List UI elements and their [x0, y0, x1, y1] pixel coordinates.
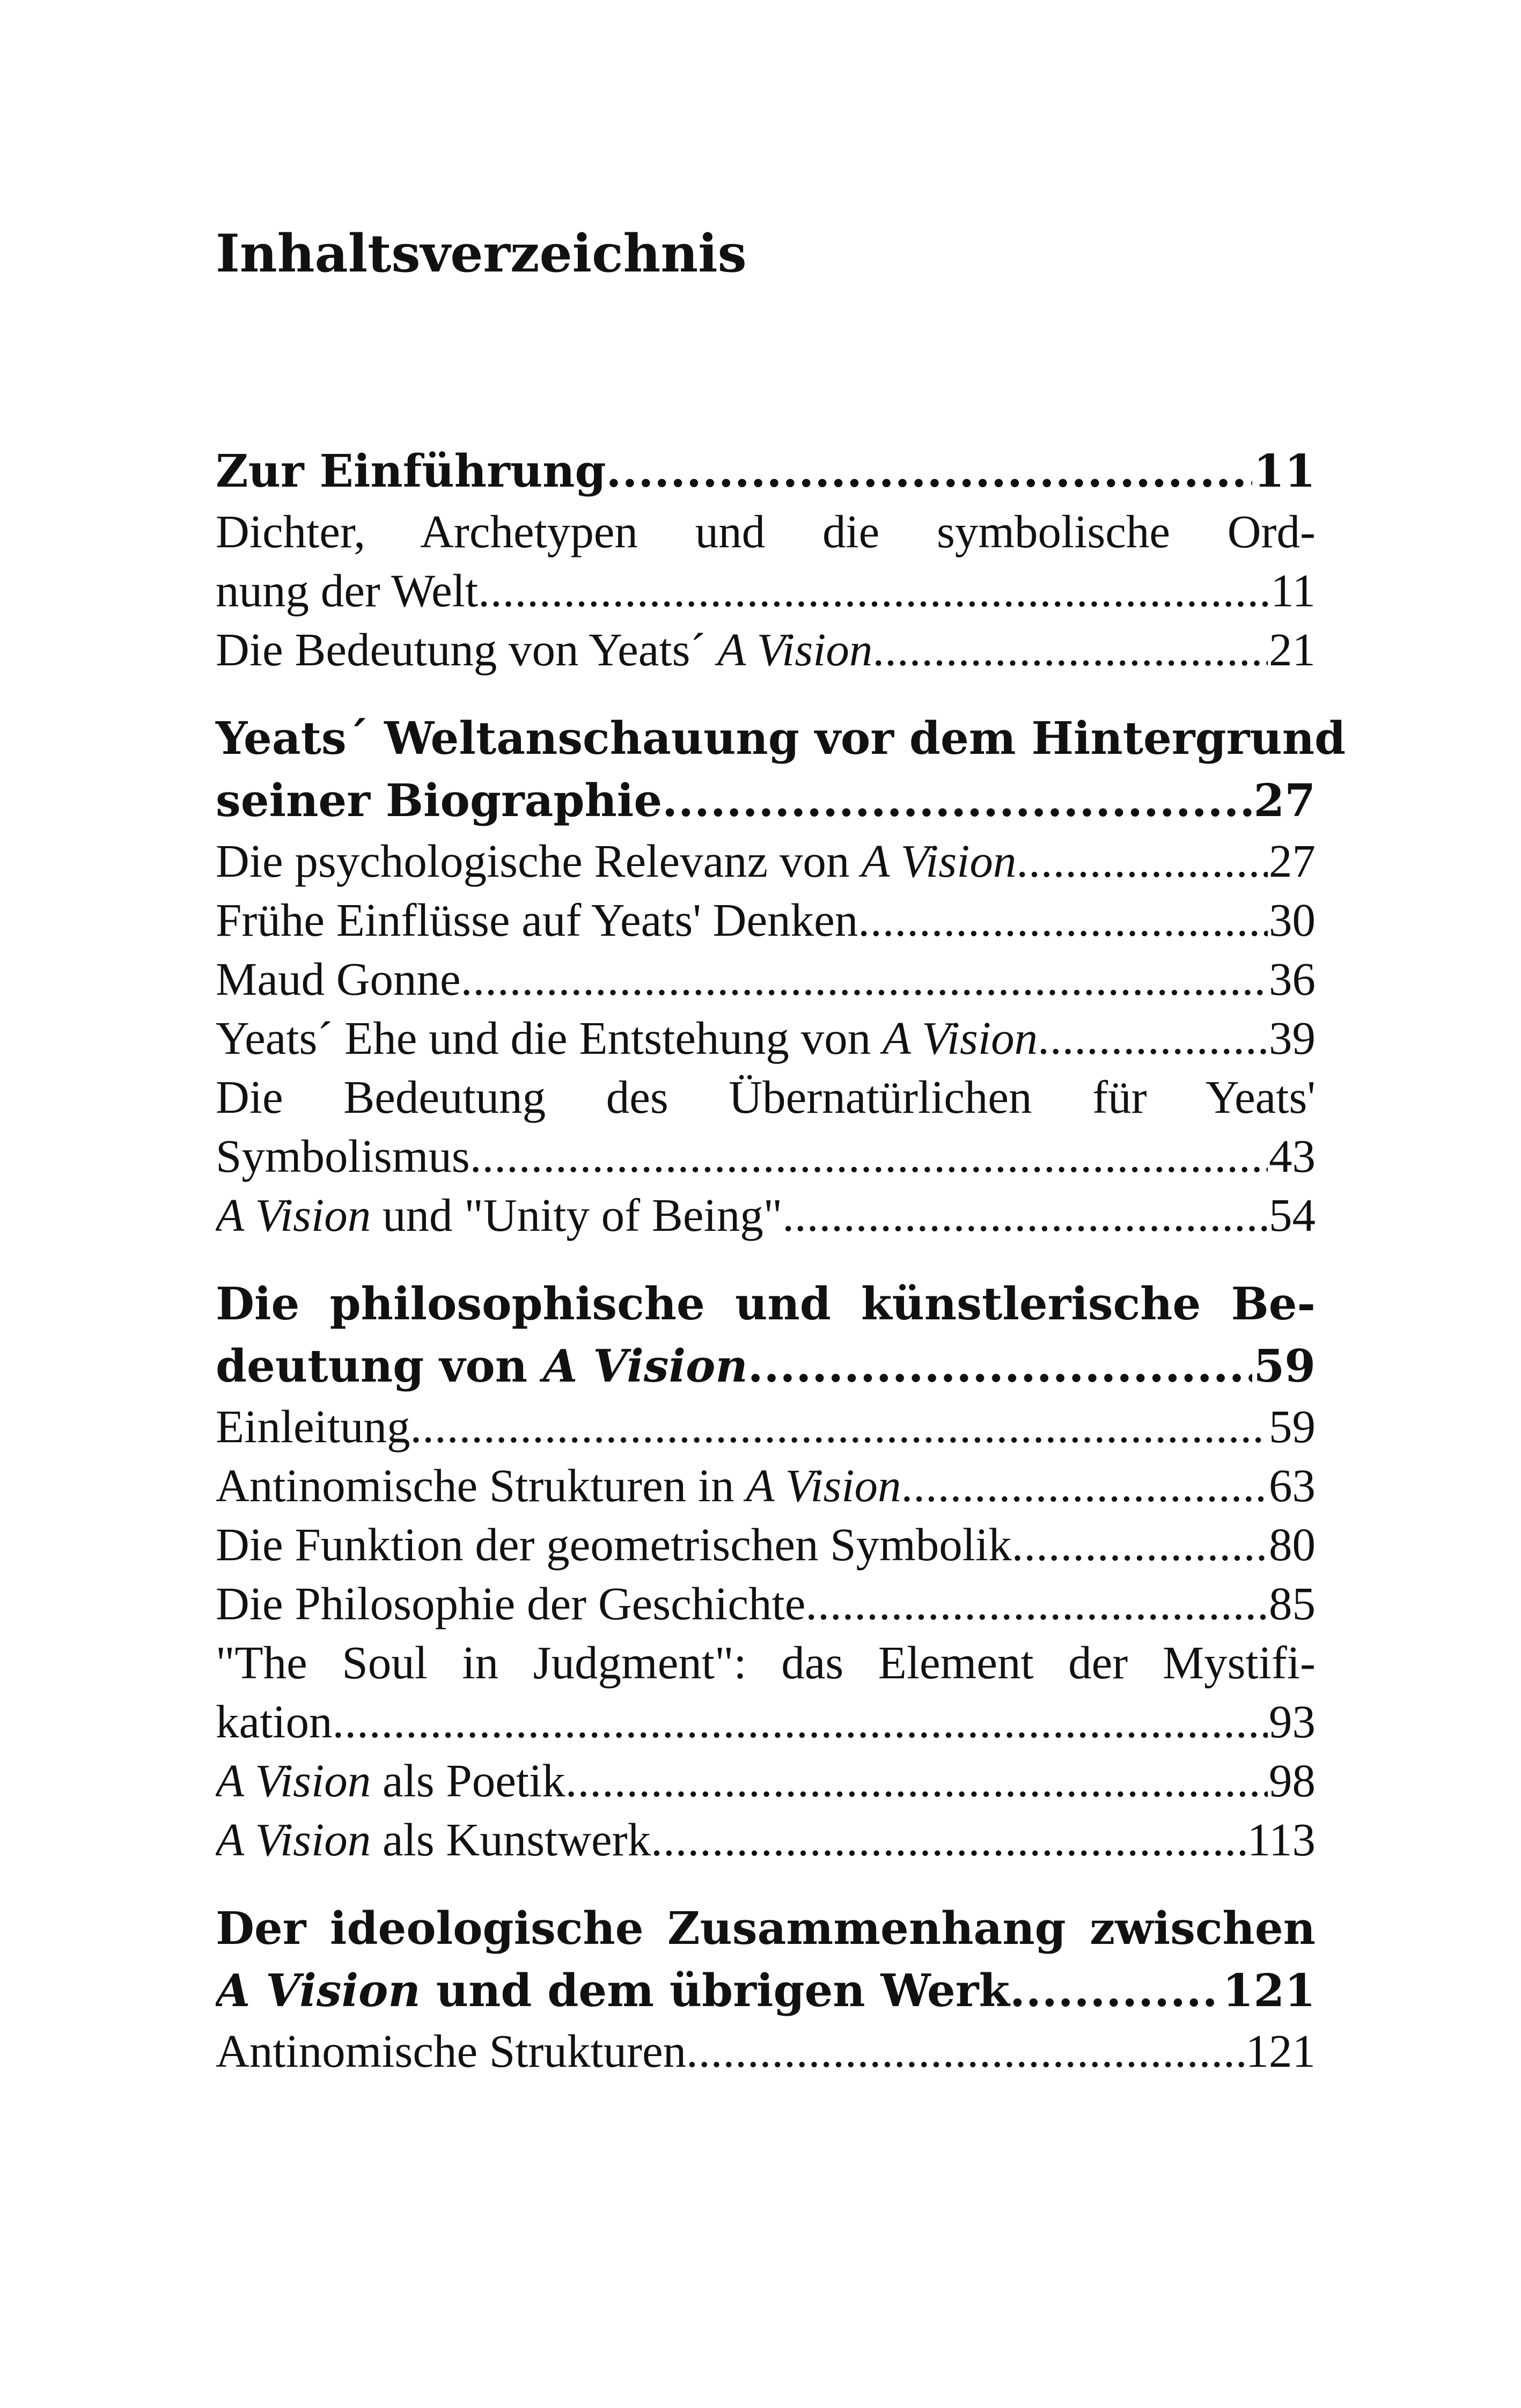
entry-text	[216, 1127, 470, 1186]
entry-title-italic: A Vision	[861, 835, 1017, 887]
page-number: 59	[1253, 1340, 1316, 1392]
dot-leader	[662, 769, 1252, 832]
chapter-heading	[216, 1273, 1316, 1397]
section-line	[216, 950, 1316, 1009]
page-number: 36	[1269, 953, 1316, 1005]
section-line	[216, 1009, 1316, 1068]
section-line	[216, 2022, 1316, 2081]
entry-title-text: Maud Gonne	[216, 953, 461, 1005]
entry-title-text: kation	[216, 1695, 333, 1748]
toc-chapter	[216, 1273, 1316, 1869]
entry-title-italic: A Vision	[746, 1459, 901, 1511]
entry-title-text: Zur Einführung	[216, 445, 606, 497]
dot-leader	[478, 561, 1269, 620]
dot-leader	[805, 1574, 1268, 1633]
section-entry	[216, 1515, 1316, 1574]
section-entry	[216, 832, 1316, 891]
entry-title-italic: A Vision	[542, 1340, 748, 1392]
chapter-title-line: Die philosophische und künstlerische Be-	[216, 1278, 1316, 1330]
page-number: 21	[1269, 623, 1316, 676]
page-number: 113	[1247, 1814, 1316, 1866]
page-number: 80	[1269, 1518, 1316, 1570]
section-line	[216, 1692, 1316, 1751]
page-number: 93	[1269, 1695, 1316, 1748]
page-number: 30	[1269, 894, 1316, 946]
page-number: 11	[1270, 564, 1316, 616]
entry-text	[216, 950, 461, 1009]
dot-leader	[686, 2022, 1244, 2081]
section-line	[216, 832, 1316, 891]
section-line	[216, 1810, 1316, 1869]
section-title-line: "The Soul in Judgment": das Element der Mystifi-	[216, 1636, 1316, 1688]
entry-title-italic: A Vision	[216, 1964, 421, 2017]
section-line	[216, 1574, 1316, 1633]
section-line	[216, 1456, 1316, 1515]
entry-text	[216, 1810, 651, 1869]
section-entry	[216, 1633, 1316, 1751]
section-entry	[216, 1068, 1316, 1186]
entry-title-text: Die Philosophie der Geschichte	[216, 1577, 806, 1629]
entry-title-text: Frühe Einflüsse auf Yeats' Denken	[216, 894, 858, 946]
entry-text	[216, 1009, 1038, 1068]
entry-text	[216, 1692, 332, 1751]
page-number: 54	[1269, 1189, 1316, 1241]
entry-title-text: seiner Biographie	[216, 774, 663, 827]
section-entry	[216, 1186, 1316, 1245]
section-line	[216, 561, 1316, 620]
entry-text	[216, 1751, 565, 1810]
section-entry	[216, 1397, 1316, 1456]
dot-leader	[782, 1186, 1268, 1245]
section-entry	[216, 1456, 1316, 1515]
section-line	[216, 891, 1316, 950]
entry-title-text: und "Unity of Being"	[371, 1189, 783, 1241]
entry-text	[216, 832, 1016, 891]
section-line	[216, 1127, 1316, 1186]
section-entry	[216, 2022, 1316, 2081]
dot-leader	[1012, 1515, 1268, 1574]
entry-text	[216, 2022, 686, 2081]
entry-title-text: Symbolismus	[216, 1130, 470, 1182]
entry-title-text: deutung von	[216, 1340, 543, 1392]
entry-title-text: Die Bedeutung von Yeats´	[216, 623, 718, 676]
section-title-line: Die Bedeutung des Übernatürlichen für Yeats'	[216, 1071, 1316, 1123]
chapter-entry	[216, 1335, 1316, 1397]
page-number: 43	[1269, 1130, 1316, 1182]
entry-title-text: als Kunstwerk	[371, 1814, 651, 1866]
section-line	[216, 620, 1316, 679]
section-entry	[216, 1810, 1316, 1869]
entry-title-text: und dem übrigen Werk	[420, 1964, 1010, 2017]
page-number: 27	[1253, 774, 1316, 827]
toc-chapter	[216, 707, 1346, 1245]
page-number: 98	[1269, 1754, 1316, 1807]
dot-leader	[410, 1397, 1268, 1456]
section-line	[216, 1751, 1316, 1810]
entry-text	[216, 1574, 805, 1633]
entry-text	[216, 1515, 1012, 1574]
chapter-title-line: Der ideologische Zusammenhang zwischen	[216, 1902, 1316, 1955]
section-line	[216, 1515, 1316, 1574]
entry-text	[216, 620, 872, 679]
chapter-entry	[216, 1959, 1316, 2022]
chapter-heading	[216, 1897, 1316, 2022]
section-entry	[216, 1574, 1316, 1633]
entry-title-italic: A Vision	[882, 1012, 1038, 1064]
page-number: 59	[1269, 1400, 1316, 1452]
dot-leader	[651, 1810, 1246, 1869]
entry-title-text: nung der Welt	[216, 564, 479, 616]
entry-text	[216, 891, 858, 950]
chapter-entry	[216, 440, 1316, 502]
entry-text	[216, 1959, 1010, 2022]
section-entry	[216, 1009, 1316, 1068]
entry-title-text: Einleitung	[216, 1400, 410, 1452]
toc-chapter	[216, 440, 1316, 679]
chapter-heading	[216, 440, 1316, 502]
section-line	[216, 1397, 1316, 1456]
page-number: 11	[1253, 445, 1316, 497]
page-number: 63	[1269, 1459, 1316, 1511]
entry-text	[216, 440, 606, 502]
section-entry	[216, 1751, 1316, 1810]
dot-leader	[872, 620, 1268, 679]
dot-leader	[606, 440, 1253, 502]
entry-title-text: Yeats´ Ehe und die Entstehung von	[216, 1012, 883, 1064]
entry-title-text: Die Funktion der geometrischen Symbolik	[216, 1518, 1012, 1570]
section-entry	[216, 620, 1316, 679]
entry-title-text: als Poetik	[371, 1754, 565, 1807]
toc-chapter	[216, 1897, 1316, 2081]
entry-text	[216, 1186, 782, 1245]
dot-leader	[470, 1127, 1268, 1186]
page-number: 27	[1269, 835, 1316, 887]
entry-text	[216, 1335, 748, 1397]
table-of-contents	[216, 440, 1346, 2109]
entry-text	[216, 1456, 901, 1515]
entry-text	[216, 561, 478, 620]
dot-leader	[1016, 832, 1268, 891]
dot-leader	[748, 1335, 1253, 1397]
entry-title-text: Antinomische Strukturen in	[216, 1459, 746, 1511]
dot-leader	[858, 891, 1268, 950]
section-entry	[216, 891, 1316, 950]
section-list	[216, 502, 1316, 679]
entry-text	[216, 1397, 410, 1456]
page-number: 121	[1222, 1964, 1316, 2017]
dot-leader	[565, 1751, 1268, 1810]
entry-title-italic: A Vision	[216, 1754, 371, 1807]
page-number: 39	[1269, 1012, 1316, 1064]
page-title: Inhaltsverzeichnis	[216, 223, 747, 284]
chapter-title-line: Yeats´ Weltanschauung vor dem Hintergrund	[216, 712, 1346, 765]
page-number: 121	[1245, 2025, 1316, 2077]
entry-title-italic: A Vision	[717, 623, 873, 676]
section-line	[216, 1186, 1316, 1245]
entry-title-text: Die psychologische Relevanz von	[216, 835, 862, 887]
section-list	[216, 832, 1316, 1245]
dot-leader	[461, 950, 1268, 1009]
section-entry	[216, 502, 1316, 620]
chapter-heading	[216, 707, 1346, 832]
section-list	[216, 1397, 1316, 1869]
entry-text	[216, 769, 662, 832]
section-entry	[216, 950, 1316, 1009]
chapter-entry	[216, 769, 1316, 832]
page-number: 85	[1269, 1577, 1316, 1629]
dot-leader	[1038, 1009, 1268, 1068]
dot-leader	[901, 1456, 1268, 1515]
section-list	[216, 2022, 1316, 2081]
dot-leader	[1010, 1959, 1222, 2022]
entry-title-italic: A Vision	[216, 1814, 371, 1866]
dot-leader	[332, 1692, 1268, 1751]
section-title-line: Dichter, Archetypen und die symbolische Ord-	[216, 505, 1316, 557]
entry-title-italic: A Vision	[216, 1189, 371, 1241]
entry-title-text: Antinomische Strukturen	[216, 2025, 687, 2077]
